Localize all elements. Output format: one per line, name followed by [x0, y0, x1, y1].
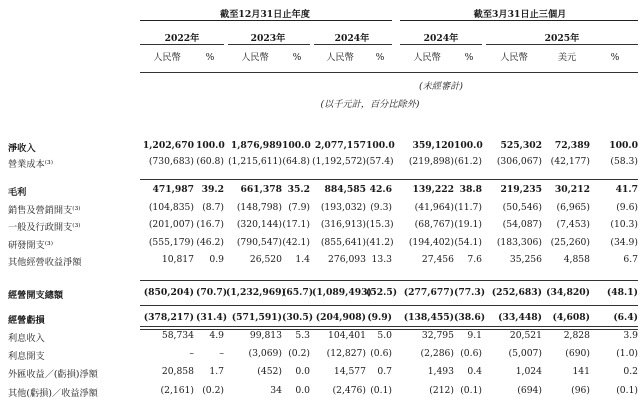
- sub-header-pct-2024: %: [375, 52, 385, 63]
- cell-pct-2024-q1: (54.1): [454, 237, 482, 248]
- cell-pct-2022: 39.2: [201, 184, 224, 195]
- cell-pct-2024: 5.0: [377, 330, 392, 341]
- row-label: 其他(虧損)／收益淨額: [8, 388, 98, 399]
- cell-pct-2024-q1: 0.4: [467, 366, 482, 377]
- cell-rmb-2025-q1: (33,448): [498, 312, 542, 323]
- group-header-three-months: 截至3月31日止三個月: [473, 9, 567, 20]
- cell-pct-2024: (9.3): [370, 202, 392, 213]
- cell-pct-2023: (42.1): [282, 237, 310, 248]
- row-label: 一般及行政開支⁽³⁾: [8, 222, 81, 233]
- cell-pct-2023: 5.3: [295, 330, 310, 341]
- table-row: [0, 348, 640, 363]
- cell-rmb-2024-q1: 1,493: [427, 366, 454, 377]
- row-label: 經營開支總額: [8, 290, 64, 301]
- cell-rmb-2025-q1: (306,067): [496, 156, 542, 167]
- cell-rmb-2024-q1: (138,455): [403, 312, 454, 323]
- cell-pct-2025-q1: 100.0: [609, 140, 638, 151]
- sub-header-pct-2023: %: [292, 52, 302, 63]
- cell-usd-2025-q1: (34,820): [546, 287, 590, 298]
- cell-pct-2024: 0.7: [377, 366, 392, 377]
- cell-rmb-2022: (850,204): [143, 287, 194, 298]
- cell-pct-2022: 1.7: [209, 366, 224, 377]
- table-row: [0, 287, 640, 302]
- cell-rmb-2024: (316,913): [320, 219, 366, 230]
- cell-pct-2022: (46.2): [196, 237, 224, 248]
- cell-pct-2023: (0.2): [288, 348, 310, 359]
- cell-pct-2025-q1: 3.9: [623, 330, 638, 341]
- cell-pct-2022: (60.8): [196, 156, 224, 167]
- row-label: 研發開支⁽³⁾: [8, 240, 53, 251]
- cell-pct-2023: (7.9): [288, 202, 310, 213]
- cell-pct-2022: 0.9: [209, 254, 224, 265]
- cell-rmb-2024-q1: 32,795: [421, 330, 454, 341]
- row-label: 經營虧損: [8, 315, 45, 326]
- cell-rmb-2022: (378,217): [143, 312, 194, 323]
- cell-pct-2025-q1: (1.0): [616, 348, 638, 359]
- cell-pct-2023: 0.0: [295, 366, 310, 377]
- cell-usd-2025-q1: 4,858: [563, 254, 590, 265]
- double-rule-operating-loss: [140, 326, 638, 330]
- cell-pct-2024-q1: 100.0: [454, 140, 483, 151]
- sub-header-rmb-2024: 人民幣: [326, 52, 354, 63]
- cell-rmb-2025-q1: 219,235: [500, 184, 542, 195]
- year-rule-2024: [314, 44, 392, 45]
- table-row: [0, 184, 640, 199]
- cell-pct-2025-q1: (58.3): [610, 156, 638, 167]
- sub-header-pct-2022: %: [205, 52, 215, 63]
- cell-rmb-2024-q1: (41,964): [414, 202, 454, 213]
- cell-rmb-2022: (2,161): [160, 385, 194, 396]
- cell-rmb-2024-q1: (277,677): [403, 287, 454, 298]
- cell-rmb-2022: 20,858: [161, 366, 194, 377]
- cell-rmb-2024: (855,641): [320, 237, 366, 248]
- cell-rmb-2024: (2,476): [332, 385, 366, 396]
- table-row: [0, 140, 640, 155]
- cell-rmb-2023: (571,591): [231, 312, 282, 323]
- group-rule-three-months: [400, 20, 638, 21]
- cell-rmb-2024: 104,401: [328, 330, 366, 341]
- cell-rmb-2024: (193,032): [320, 202, 366, 213]
- cell-pct-2024-q1: 38.8: [459, 184, 482, 195]
- year-rule-2022: [140, 44, 224, 45]
- cell-pct-2024: (41.2): [366, 237, 394, 248]
- cell-pct-2025-q1: (9.6): [616, 202, 638, 213]
- cell-pct-2024: (57.4): [366, 156, 394, 167]
- table-row: [0, 254, 640, 269]
- cell-pct-2025-q1: 0.2: [623, 366, 638, 377]
- cell-rmb-2024-q1: (194,402): [408, 237, 454, 248]
- table-row: [0, 156, 640, 171]
- cell-rmb-2023: 26,520: [249, 254, 282, 265]
- cell-usd-2025-q1: (96): [571, 385, 590, 396]
- cell-rmb-2025-q1: 35,256: [509, 254, 542, 265]
- cell-rmb-2025-q1: 1,024: [515, 366, 542, 377]
- cell-rmb-2023: 661,378: [240, 184, 282, 195]
- sub-header-pct-2025-q1: %: [610, 52, 620, 63]
- cell-pct-2024: (15.3): [366, 219, 394, 230]
- sub-header-rmb-2022: 人民幣: [153, 52, 181, 63]
- cell-rmb-2022: 1,202,670: [142, 140, 194, 151]
- row-label: 外匯收益／(虧損)淨額: [8, 369, 98, 380]
- cell-rmb-2023: (1,232,969): [226, 287, 286, 298]
- cell-usd-2025-q1: 30,212: [554, 184, 590, 195]
- cell-pct-2024: 13.3: [371, 254, 392, 265]
- row-label: 淨收入: [8, 143, 36, 154]
- cell-pct-2025-q1: (34.9): [610, 237, 638, 248]
- cell-pct-2024-q1: (61.2): [454, 156, 482, 167]
- cell-pct-2023: (30.5): [282, 312, 314, 323]
- cell-rmb-2024: 14,577: [333, 366, 366, 377]
- cell-rmb-2025-q1: (50,546): [502, 202, 542, 213]
- cell-pct-2022: 100.0: [196, 140, 225, 151]
- cell-pct-2022: 4.9: [209, 330, 224, 341]
- table-row: [0, 219, 640, 234]
- cell-rmb-2025-q1: 525,302: [500, 140, 542, 151]
- cell-pct-2022: (70.7): [196, 287, 228, 298]
- year-rule-2023: [228, 44, 310, 45]
- cell-pct-2023: 100.0: [282, 140, 311, 151]
- cell-rmb-2025-q1: 20,521: [509, 330, 542, 341]
- year-header-2024-q1: 2024年: [423, 33, 459, 44]
- cell-rmb-2024-q1: 359,120: [412, 140, 454, 151]
- cell-rmb-2024: 2,077,157: [314, 140, 366, 151]
- unit-note: (以千元計，百分比除外): [320, 99, 420, 110]
- cell-usd-2025-q1: 141: [572, 366, 590, 377]
- rule-before-gross-profit: [140, 179, 638, 180]
- cell-pct-2022: (16.7): [196, 219, 224, 230]
- cell-rmb-2024-q1: (212): [429, 385, 454, 396]
- cell-pct-2025-q1: (0.1): [616, 385, 638, 396]
- cell-usd-2025-q1: (25,260): [550, 237, 590, 248]
- table-row: [0, 202, 640, 217]
- cell-pct-2024: 42.6: [369, 184, 392, 195]
- cell-rmb-2024-q1: (68,767): [414, 219, 454, 230]
- cell-pct-2025-q1: (6.4): [613, 312, 638, 323]
- table-row: [0, 237, 640, 252]
- cell-rmb-2023: 1,876,989: [230, 140, 282, 151]
- cell-rmb-2024-q1: 139,222: [412, 184, 454, 195]
- cell-pct-2024-q1: 9.1: [467, 330, 482, 341]
- cell-rmb-2022: 10,817: [161, 254, 194, 265]
- cell-pct-2024: (0.6): [370, 348, 392, 359]
- cell-rmb-2024: (1,192,572): [312, 156, 366, 167]
- cell-rmb-2025-q1: (694): [517, 385, 542, 396]
- cell-pct-2024-q1: (38.6): [454, 312, 486, 323]
- cell-pct-2025-q1: 6.7: [623, 254, 638, 265]
- cell-rmb-2022: (104,835): [148, 202, 194, 213]
- cell-rmb-2024-q1: 27,456: [421, 254, 454, 265]
- row-label: 利息收入: [8, 333, 45, 344]
- rule-before-operating-loss: [140, 305, 638, 306]
- year-header-2025-q1: 2025年: [544, 33, 580, 44]
- row-label: 銷售及營銷開支⁽³⁾: [8, 205, 81, 216]
- cell-pct-2023: 1.4: [295, 254, 310, 265]
- row-label: 毛利: [8, 187, 27, 198]
- cell-rmb-2023: (320,144): [236, 219, 282, 230]
- group-header-full-year: 截至12月31日止年度: [220, 9, 310, 20]
- cell-rmb-2023: (3,069): [248, 348, 282, 359]
- cell-pct-2023: (64.8): [282, 156, 310, 167]
- cell-rmb-2022: 58,734: [161, 330, 194, 341]
- cell-usd-2025-q1: (4,608): [552, 312, 590, 323]
- cell-usd-2025-q1: 72,389: [554, 140, 590, 151]
- cell-pct-2022: –: [219, 348, 224, 359]
- cell-pct-2025-q1: (48.1): [606, 287, 638, 298]
- cell-rmb-2023: (148,798): [236, 202, 282, 213]
- cell-rmb-2024: (1,089,493): [312, 287, 372, 298]
- cell-pct-2024-q1: (11.7): [454, 202, 482, 213]
- cell-rmb-2024: (204,908): [315, 312, 366, 323]
- cell-pct-2022: (8.7): [202, 202, 224, 213]
- cell-pct-2025-q1: (10.3): [610, 219, 638, 230]
- year-header-2024: 2024年: [334, 33, 370, 44]
- cell-rmb-2025-q1: (54,087): [502, 219, 542, 230]
- sub-header-rmb-2023: 人民幣: [241, 52, 269, 63]
- cell-usd-2025-q1: (6,965): [556, 202, 590, 213]
- cell-pct-2024: (0.1): [370, 385, 392, 396]
- cell-rmb-2024: 276,093: [328, 254, 366, 265]
- cell-pct-2024-q1: (0.6): [460, 348, 482, 359]
- cell-pct-2024-q1: 7.6: [467, 254, 482, 265]
- cell-rmb-2022: –: [189, 348, 194, 359]
- table-row: [0, 366, 640, 381]
- sub-header-pct-2024-q1: %: [464, 52, 474, 63]
- cell-rmb-2023: (1,215,611): [228, 156, 282, 167]
- cell-rmb-2025-q1: (183,306): [496, 237, 542, 248]
- cell-rmb-2022: (201,007): [148, 219, 194, 230]
- year-header-2023: 2023年: [250, 33, 286, 44]
- row-label: 營業成本⁽³⁾: [8, 159, 53, 170]
- cell-pct-2023: 0.0: [295, 385, 310, 396]
- cell-usd-2025-q1: (690): [565, 348, 590, 359]
- row-label: 其他經營收益淨額: [8, 257, 82, 268]
- group-rule-full-year: [140, 20, 392, 21]
- cell-usd-2025-q1: (42,177): [550, 156, 590, 167]
- cell-pct-2024: 100.0: [366, 140, 395, 151]
- table-row: [0, 385, 640, 400]
- table-row: [0, 330, 640, 345]
- cell-rmb-2023: 99,813: [249, 330, 282, 341]
- cell-rmb-2022: (555,179): [148, 237, 194, 248]
- cell-rmb-2023: 34: [270, 385, 282, 396]
- table-row: [0, 312, 640, 327]
- cell-usd-2025-q1: (7,453): [556, 219, 590, 230]
- year-rule-2025-q1: [486, 44, 638, 45]
- row-label: 利息開支: [8, 351, 45, 362]
- sub-header-rmb-2024-q1: 人民幣: [413, 52, 441, 63]
- cell-pct-2024: (9.9): [367, 312, 392, 323]
- cell-pct-2025-q1: 41.7: [615, 184, 638, 195]
- cell-pct-2022: (31.4): [196, 312, 228, 323]
- cell-pct-2024: (52.5): [366, 287, 398, 298]
- unaudited-note: (未經審計): [419, 81, 463, 92]
- cell-rmb-2024-q1: (219,898): [408, 156, 454, 167]
- year-rule-2024-q1: [400, 44, 482, 45]
- cell-rmb-2024-q1: (2,286): [420, 348, 454, 359]
- cell-pct-2023: 35.2: [287, 184, 310, 195]
- cell-usd-2025-q1: 2,828: [563, 330, 590, 341]
- sub-header-rmb-2025-q1: 人民幣: [500, 52, 528, 63]
- cell-rmb-2022: 471,987: [152, 184, 194, 195]
- cell-rmb-2024: (12,827): [326, 348, 366, 359]
- sub-header-usd-2025-q1: 美元: [557, 52, 577, 63]
- cell-rmb-2022: (730,683): [148, 156, 194, 167]
- cell-pct-2022: (0.2): [202, 385, 224, 396]
- cell-pct-2024-q1: (19.1): [454, 219, 482, 230]
- cell-rmb-2024: 884,585: [324, 184, 366, 195]
- cell-pct-2024-q1: (0.1): [460, 385, 482, 396]
- cell-pct-2024-q1: (77.3): [454, 287, 486, 298]
- cell-rmb-2025-q1: (252,683): [491, 287, 542, 298]
- cell-rmb-2023: (790,547): [236, 237, 282, 248]
- subheader-bottom-rule: [140, 72, 638, 73]
- cell-rmb-2023: (452): [257, 366, 282, 377]
- cell-pct-2023: (65.7): [282, 287, 314, 298]
- rule-before-total-opex: [140, 280, 638, 281]
- cell-pct-2023: (17.1): [282, 219, 310, 230]
- year-header-2022: 2022年: [164, 33, 200, 44]
- cell-rmb-2025-q1: (5,007): [508, 348, 542, 359]
